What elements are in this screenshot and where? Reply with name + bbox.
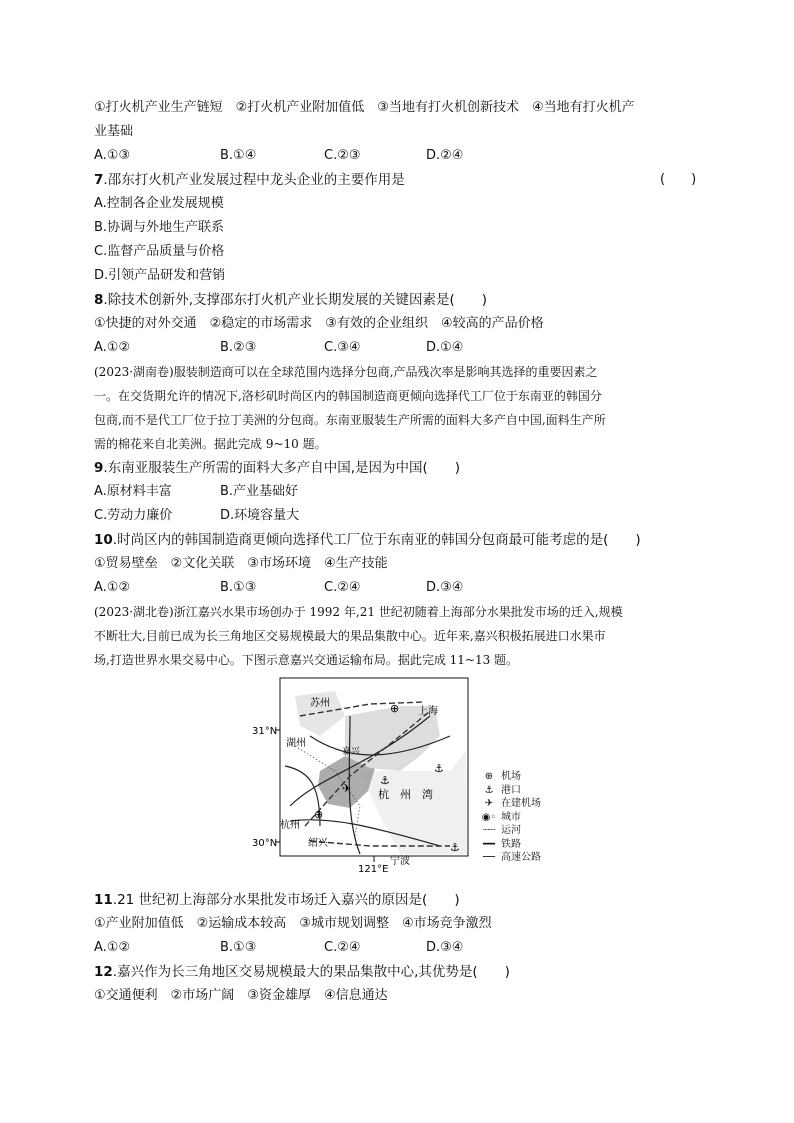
q6-option-b[interactable]: B.①④ [220,148,257,163]
q6-options [94,146,694,166]
port-icon: ⚓ [484,784,494,796]
airport-icon: ⊕ [484,771,494,782]
legend-item-airport-construction: ✈ 在建机场 [480,797,541,811]
legend-item-expressway: ── 高速公路 [480,851,541,865]
q6-option-a[interactable]: A.①③ [94,148,131,163]
expressway-icon: ── [482,852,496,863]
q9-option-b[interactable]: B.产业基础好 [220,484,299,499]
city-huzhou: 湖州 [286,738,306,749]
q10-option-c[interactable]: C.②④ [324,580,361,595]
legend-item-city: ◉◦ 城市 [481,811,521,823]
passage1-line3: 包商,而不是代工厂位于拉丁美洲的分包商。东南亚服装生产所需的面料大多产自中国,面料生产所 [94,413,606,427]
q10-option-d[interactable]: D.③④ [426,580,464,595]
passage1-line1: (2023·湖南卷)服装制造商可以在全球范围内选择分包商,产品残次率是影响其选择的重要因素之 [94,365,598,379]
q7-stem: 7.邵东打火机产业发展过程中龙头企业的主要作用是 [94,172,405,188]
q6-items-line1: ①打火机产业生产链短 ②打火机产业附加值低 ③当地有打火机创新技术 ④当地有打火机产 [94,100,635,115]
lat-30-label: 30°N [252,838,278,849]
passage1-line2: 一。在交货期允许的情况下,洛杉矶时尚区内的韩国制造商更倾向选择代工厂位于东南亚的韩国分 [94,389,602,403]
q8-items: ①快捷的对外交通 ②稳定的市场需求 ③有效的企业组织 ④较高的产品价格 [94,316,544,331]
lon-121-label: 121°E [358,864,389,875]
passage2-line2: 不断壮大,目前已成为长三角地区交易规模最大的果品集散中心。近年来,嘉兴积极拓展进口水果市 [94,629,606,643]
city-shaoxing: 绍兴 [308,838,328,849]
q11-options [94,938,694,958]
q7-option-d[interactable]: D.引领产品研发和营销 [94,268,226,283]
passage2-line1: (2023·湖北卷)浙江嘉兴水果市场创办于 1992 年,21 世纪初随着上海部分水果批发市场的迁入,规模 [94,605,623,619]
q8-option-c[interactable]: C.③④ [324,340,361,355]
passage1-line4: 需的棉花来自北美洲。据此完成 9~10 题。 [94,437,327,451]
city-jiaxing: 嘉兴 [342,747,361,757]
q7-option-c[interactable]: C.监督产品质量与价格 [94,244,225,259]
q11-option-b[interactable]: B.①③ [220,940,257,955]
q8-stem: 8.除技术创新外,支撑邵东打火机产业长期发展的关键因素是( ) [94,292,488,308]
port-icon: ⚓ [450,841,460,854]
q12-items: ①交通便利 ②市场广阔 ③资金雄厚 ④信息通达 [94,988,388,1003]
q11-option-d[interactable]: D.③④ [426,940,464,955]
q11-option-a[interactable]: A.①② [94,940,131,955]
q9-option-a[interactable]: A.原材料丰富 [94,484,172,499]
q11-stem: 11.21 世纪初上海部分水果批发市场迁入嘉兴的原因是( ) [94,892,460,908]
q8-option-b[interactable]: B.②③ [220,340,257,355]
q12-stem: 12.嘉兴作为长三角地区交易规模最大的果品集散中心,其优势是( ) [94,964,510,980]
q10-option-a[interactable]: A.①② [94,580,131,595]
q9-options-row2 [94,506,694,526]
q9-stem: 9.东南亚服装生产所需的面料大多产自中国,是因为中国( ) [94,460,461,476]
q6-option-c[interactable]: C.②③ [324,148,361,163]
legend-item-airport: ⊕ 机场 [480,770,541,784]
q7-option-b[interactable]: B.协调与外地生产联系 [94,220,225,235]
q8-options [94,338,694,358]
map-legend [480,770,541,865]
city-ningbo: 宁波 [390,856,410,867]
q11-items: ①产业附加值低 ②运输成本较高 ③城市规划调整 ④市场竞争激烈 [94,916,492,931]
city-shanghai: 上海 [418,706,438,717]
q7-answer-paren: ( ) [660,172,697,187]
q6-items-line2: 业基础 [94,124,134,139]
airport-under-construction-icon: ✈ [342,782,352,795]
q9-option-c[interactable]: C.劳动力廉价 [94,508,173,523]
port-icon: ⚓ [380,774,390,787]
lat-31-label: 31°N [252,726,278,737]
q6-option-d[interactable]: D.②④ [426,148,464,163]
legend-item-railway: ━━ 铁路 [480,838,541,852]
city-suzhou: 苏州 [310,698,330,709]
city-hangzhou: 杭州 [280,820,300,831]
bay-label: 杭 州 湾 [378,788,433,801]
city-icon: ◉◦ [481,811,497,823]
q11-option-c[interactable]: C.②④ [324,940,361,955]
q10-option-b[interactable]: B.①③ [220,580,257,595]
q10-options [94,578,694,598]
canal-icon: ┈┈ [482,825,496,836]
q7-option-a[interactable]: A.控制各企业发展规模 [94,196,224,211]
q9-options-row1 [94,482,694,502]
legend-item-canal: ┈┈ 运河 [480,824,541,838]
airport-under-construction-icon: ✈ [484,798,494,809]
q10-items: ①贸易壁垒 ②文化关联 ③市场环境 ④生产技能 [94,556,388,571]
q10-stem: 10.时尚区内的韩国制造商更倾向选择代工厂位于东南亚的韩国分包商最可能考虑的是( ) [94,532,641,548]
airport-icon: ⊕ [314,808,324,821]
airport-icon: ⊕ [390,702,400,715]
q8-option-a[interactable]: A.①② [94,340,131,355]
passage2-line3: 场,打造世界水果交易中心。下图示意嘉兴交通运输布局。据此完成 11~13 题。 [94,653,519,667]
railway-icon: ━━ [482,838,496,850]
q8-option-d[interactable]: D.①④ [426,340,464,355]
q9-option-d[interactable]: D.环境容量大 [220,508,300,523]
legend-item-port: ⚓ 港口 [480,784,541,798]
port-icon: ⚓ [434,762,444,775]
